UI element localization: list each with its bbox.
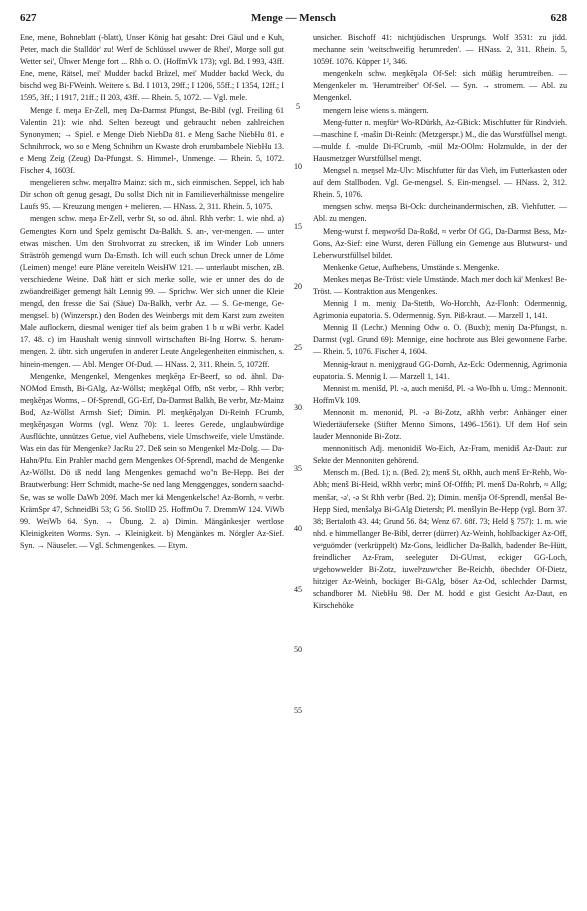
line-number: 10 — [294, 162, 302, 171]
entry-meng-wurst: Meng-wurst f. meŋwoᵉšd Da-Roßd, ≈ verbr Of GG, Da-Darmst Bess, Mz-Gons, Az-Sief: eine Wurst, deren Füllung ein Gemenge aus Blutwurst- und Leberwurstfüllsel bildet. — [313, 226, 567, 260]
entry-mengern: mengern leise wiens s. mängern. — [323, 105, 429, 115]
entry-mengen: mengen schw. meŋə Er-Zell, verbr St, so od. ähnl. Rhh verbr: 1. wie nhd. a) Gemengtes Korn und Spelz gemischt Da-Balkh. S. an-, ver-mengen. — unter etwas mischen. Um den Strohvorrat zu strecken, iß im Winder Lob unners Sträströh gemengd wurn Da-Ernsth. Ich will euch schun Dreck unner de Löme (Leimen) menge! eure Pläne vereiteln WeisHW 121. — unterlaubt mischen, zB. verschiedene Weine. Daß hätt er sich merke solle, wie er unner des do de zwöandreißiger gemengt hält Lennig 99. — Sprichw. Wer sich unner die Kleie mengd, den fresse die Sai (Säue) Da-Balkh, verbr Az. — S. Ge-menge, Ge-mengsel. b) (Winzerspr.) den Boden des Weinbergs mit dem Karst zum zweiten Male auflockern, diesmal weniger tief als beim graben 1 b α wBi verbr. Kadel 17. 48. c) im Haushalt wenig sinnvoll wirtschaften Bi-Ing Horrw. S. herum-mengen. 2. übtr. sich ungerufen in anderer Leute Angelegenheiten einmischen, s. hinein-mengen. — Abl. Menger Of-Dud. — HNass. 2, 311. Rhein. 5, 1072ff. — [20, 214, 284, 369]
left-column — [20, 32, 284, 552]
page-number-left: 627 — [20, 12, 37, 24]
entry-mensch: Mensch m. (Bed. 1); n. (Bed. 2); menš St, oRhh, auch menš Er-Rehb, Wo-Abh; menš Bi-Heid, wRhh verbr; minš Of-Offth; Pl. menš Da-Rohrb, ≈ Allg; menšər, -ə', -ə St Rhh verbr (Bed. 2); Dimin. menšjə Of-Sprendl, menšəl Be-Hepp Sied, menšəlχə Bi-GAlg Dietersh; Pl. menšlyin Be-Hepp (vgl. Born 37. 38; Bertaloth 43. 44; Grund 56. 84; Wenz 67. 68f. 73; Held § 757): 1. m. wie nhd. e himmellanger Be-Bibl, derrer (dürrer) Az-Weinh, hohlbackiger Az-Off, veᵉguömder (verkrüppelt) Mz-Gons, leidlicher Da-Balkh, badender Be-Hütt, freindlicher Az-Fram, seeleguter Di-GUmst, eckiger GG-Loch, uᵉgehowwelder Bi-Zotz, iuwelᵉzuwᵉcher Be-Reichb, öbechder Of-Dietz, hitziger Az-Weinh, bockiger Bi-GAlg, böser Az-Od, schlechder Darmst, schandborer M. NiebHu 98. Der M. hodd e gist Gesicht Az-Daut, en Kirschehöke — [313, 468, 567, 611]
entry-menkenke: Menkenke Getue, Aufhebens, Umstände s. Mengenke. — [323, 262, 500, 272]
line-number: 30 — [294, 403, 302, 412]
entry-mengenke: Mengenke, Mengenkel, Mengenkes meŋkēŋə Er-Beerf, so od. ähnl. Da-NOMod Ernsth, Bi-GAlg, Az-Wöllst; meŋkēŋəl Offb, nSt verbr, – Rhh verbr; meŋkēŋəs Worms, – Of-Sprendl, GG-Erf, Da-Darmst Balkh, Be verbr, Mz-Mainz Bod, Az-Wöllst Armsh Sief; Dimin. Pl. meŋkēŋəlχən Di-Reinh FCrumb, meŋkēŋəsχən Worms (vgl. Wenz 70): 1. leeres Gerede, unglaubwürdige Ausflüchte, unnützes Getue, viel Aufhebens, viele Umschweife, viele Umstände. Was ein das für Mengenke? JacRu 27. Deß sein so Mengenkel Mz-Dolg. — Da-Hahn/Pfu. Ein Prahler machd gern Mengenkes Of-Sprendl, machd de Mengenke Az-Wöllst. Dö iß nedd lang Mengenkes gemachd wo''n Be-Hepp. Bei der Brautwerbung: Herr Schmidt, mache-Se ned lang Menggengges, sondern saachd-Se, was se wolle DaWb 209f. Mach mer kä Mengenkelsche! Az-Bornh, ≈ verbr. KrämSpr 47, SchneidBi 53; G 56. StollD 25. HoffmOu 7. DremmW 124. ViWb 99. WeiWb 64. Syn. → Übung. 2. a) Dimin. Mängänkesjer wertlose Kleinigkeiten Worms. Syn. → Kleinigkeit. b) Mengänkes m. Nörgler Az-Sief. Syn. → Näuseler. — Vgl. Schmengenkes. — Etym. — [20, 371, 285, 550]
page-number-right: 628 — [550, 12, 567, 24]
line-number: 20 — [294, 282, 302, 291]
line-number: 5 — [296, 102, 300, 111]
entry-mengsen: mengsen schw. meŋsə Bi-Ock: durcheinandermischen, zB. Viehfutter. — Abl. zu mengen. — [313, 202, 567, 224]
line-number: 40 — [294, 524, 302, 533]
entry-mennist: Mennist m. menišd, Pl. -ə, auch menišd, Pl. -ə Wo-Ibh u. Umg.: Mennonit. HoffmVk 109. — [313, 383, 567, 405]
entry-mengenkeln: mengenkeln schw. meŋkēŋələ Of-Sel: sich müßig herumtreiben. — Mengenkeler m. 'Herumtreiber' Of-Sel. — Syn. → stromern. — Abl. zu Mengenkel. — [313, 69, 567, 103]
entry-mengsel: Mengsel n. meŋsel Mz-Ulv: Mischfutter für das Vieh, im Futterkasten oder auf dem Stallboden. Vgl. Ge-mengsel. S. Ein-mengsel. — HNass. 2, 312. Rhein. 5, 1076. — [313, 166, 567, 200]
entry-mennig-kraut: Mennig-kraut n. meniχgraud GG-Dornh, Az-Eck: Odermennig, Agrimonia eupatoria. S. Mennig I. — Marzell 1, 141. — [313, 359, 567, 381]
entry-ene-mene: Ene, mene, Bohneblatt (-blatt), Unser König hat gesaht: Drei Gäul und e Kuh, Peter, mach die Stalldör' zu! Werf de Schlüssel uwwer de Rhei', Morge soll gut Wetter sei', Ühwer Menge fort ... Rhh o. O. (HoffmVk 173); vgl. Bd. I 993, 43ff. Ene, mene, Rätsel, mei' Mudder backd Bräzel, mei' Mudder backd Weck, du bischd weg Bi-FWeinh. Weitere s. Bd. I 1013, 29ff.; I 1206, 55ff.; I 1354, 12ff.; I 1595, 3ff.; I 1917, 21ff.; II 203, 43ff. — Rhein. 5, 1072. — Vgl. mele. — [20, 33, 284, 103]
entry-menge: Menge f. meŋə Er-Zell, meŋ Da-Darmst Pfungst, Be-Bibl (vgl. Freiling 61 Valentin 21): wie nhd. Selten bezeugt und gebraucht neben zahlreichen Synonymen; → Spiel. e Menge Dieb NiebDa 81. e Meng Sache NiebHu 81. e Schnihrrock, wo so e Meng Schnihrn un Kwaste droh erumbambele NiebHu 13. e Meng Zeig (Zeug) Da-Pfungst. S. Himmel-, Unmenge. — Rhein. 5, 1072. Fischer 4, 1603f. — [20, 105, 284, 176]
entry-mennonit: Mennonit m. menonid, Pl. -ə Bi-Zotz, aRhh verbr: Anhänger einer Wiedertäuferseke (Stifter Menno Simons, 1496–1561). Uf dem Hof sein lauder Mennonide Bi-Zotz. — [313, 407, 567, 442]
page-header — [20, 12, 567, 28]
entry-continuation: unsicher. Bischoff 41: nichtjüdischen Ursprungs. Wolf 3531: zu jidd. mechanne sein 'weitschweifig herumreden'. — HNass. 2, 311. Rhein. 5, 1059f. 1076. Küpper 1², 346. — [313, 33, 567, 67]
entry-menkes: Menkes meŋəs Be-Tröst: viele Umstände. Mach mer doch kä' Menkes! Be-Tröst. — Kontraktion aus Mengenkes. — [313, 274, 567, 296]
entry-meng-futter: Meng-futter n. meŋfürᵉ Wo-RDürkh, Az-GBick: Mischfutter für Rindvieh. —maschine f. -mašin Di-Reinh: (Metzgerspr.) M., die das Wurstfüllsel mengt. —mulde f. -mulde Di-FCrumb, -mül Mz-OOlm: Holzmulde, in der der Hausmetzger Wurstfüllsel mengt. — [313, 117, 567, 163]
entry-mennonitisch: mennonitisch Adj. menonidiš Wo-Eich, Az-Fram, menidiš Az-Daut: zur Sekte der Mennoniten gehörend. — [313, 444, 567, 466]
line-number: 55 — [294, 706, 302, 715]
line-number: 50 — [294, 645, 302, 654]
entry-mennig-2: Mennig II (Lechr.) Menning Odw o. O. (Buxb); meniŋ Da-Pfungst, n. Darmst (vgl. Grund 69): Mennige, eine hochrote aus Blei gewonnene Farbe. — Rhein. 5, 1076. Fischer 4, 1604. — [313, 323, 567, 357]
entry-mennig-1: Mennig I m. meniχ Da-Stettb, Wo-Horchh, Az-Flonh: Odermennig, Agrimonia eupatoria. S. Odermennig. Syn. Piß-kraut. — Marzell 1, 141. — [313, 299, 567, 321]
line-number: 35 — [294, 464, 302, 473]
running-title: Menge — Mensch — [251, 12, 336, 24]
line-number: 15 — [294, 222, 302, 231]
entry-mengelieren: mengelieren schw. meŋəlīrə Mainz: sich m., sich einmischen. Seppel, ich hab Dir schon oft genug gesagt, Du sollst Dich nit in Familieverhältnisse mengelire Laufs 95. — Kreuzung mengen + melieren. — HNass. 2, 311. Rhein. 5, 1075. — [20, 178, 284, 212]
right-column — [313, 32, 567, 613]
line-number: 25 — [294, 343, 302, 352]
line-number: 45 — [294, 585, 302, 594]
